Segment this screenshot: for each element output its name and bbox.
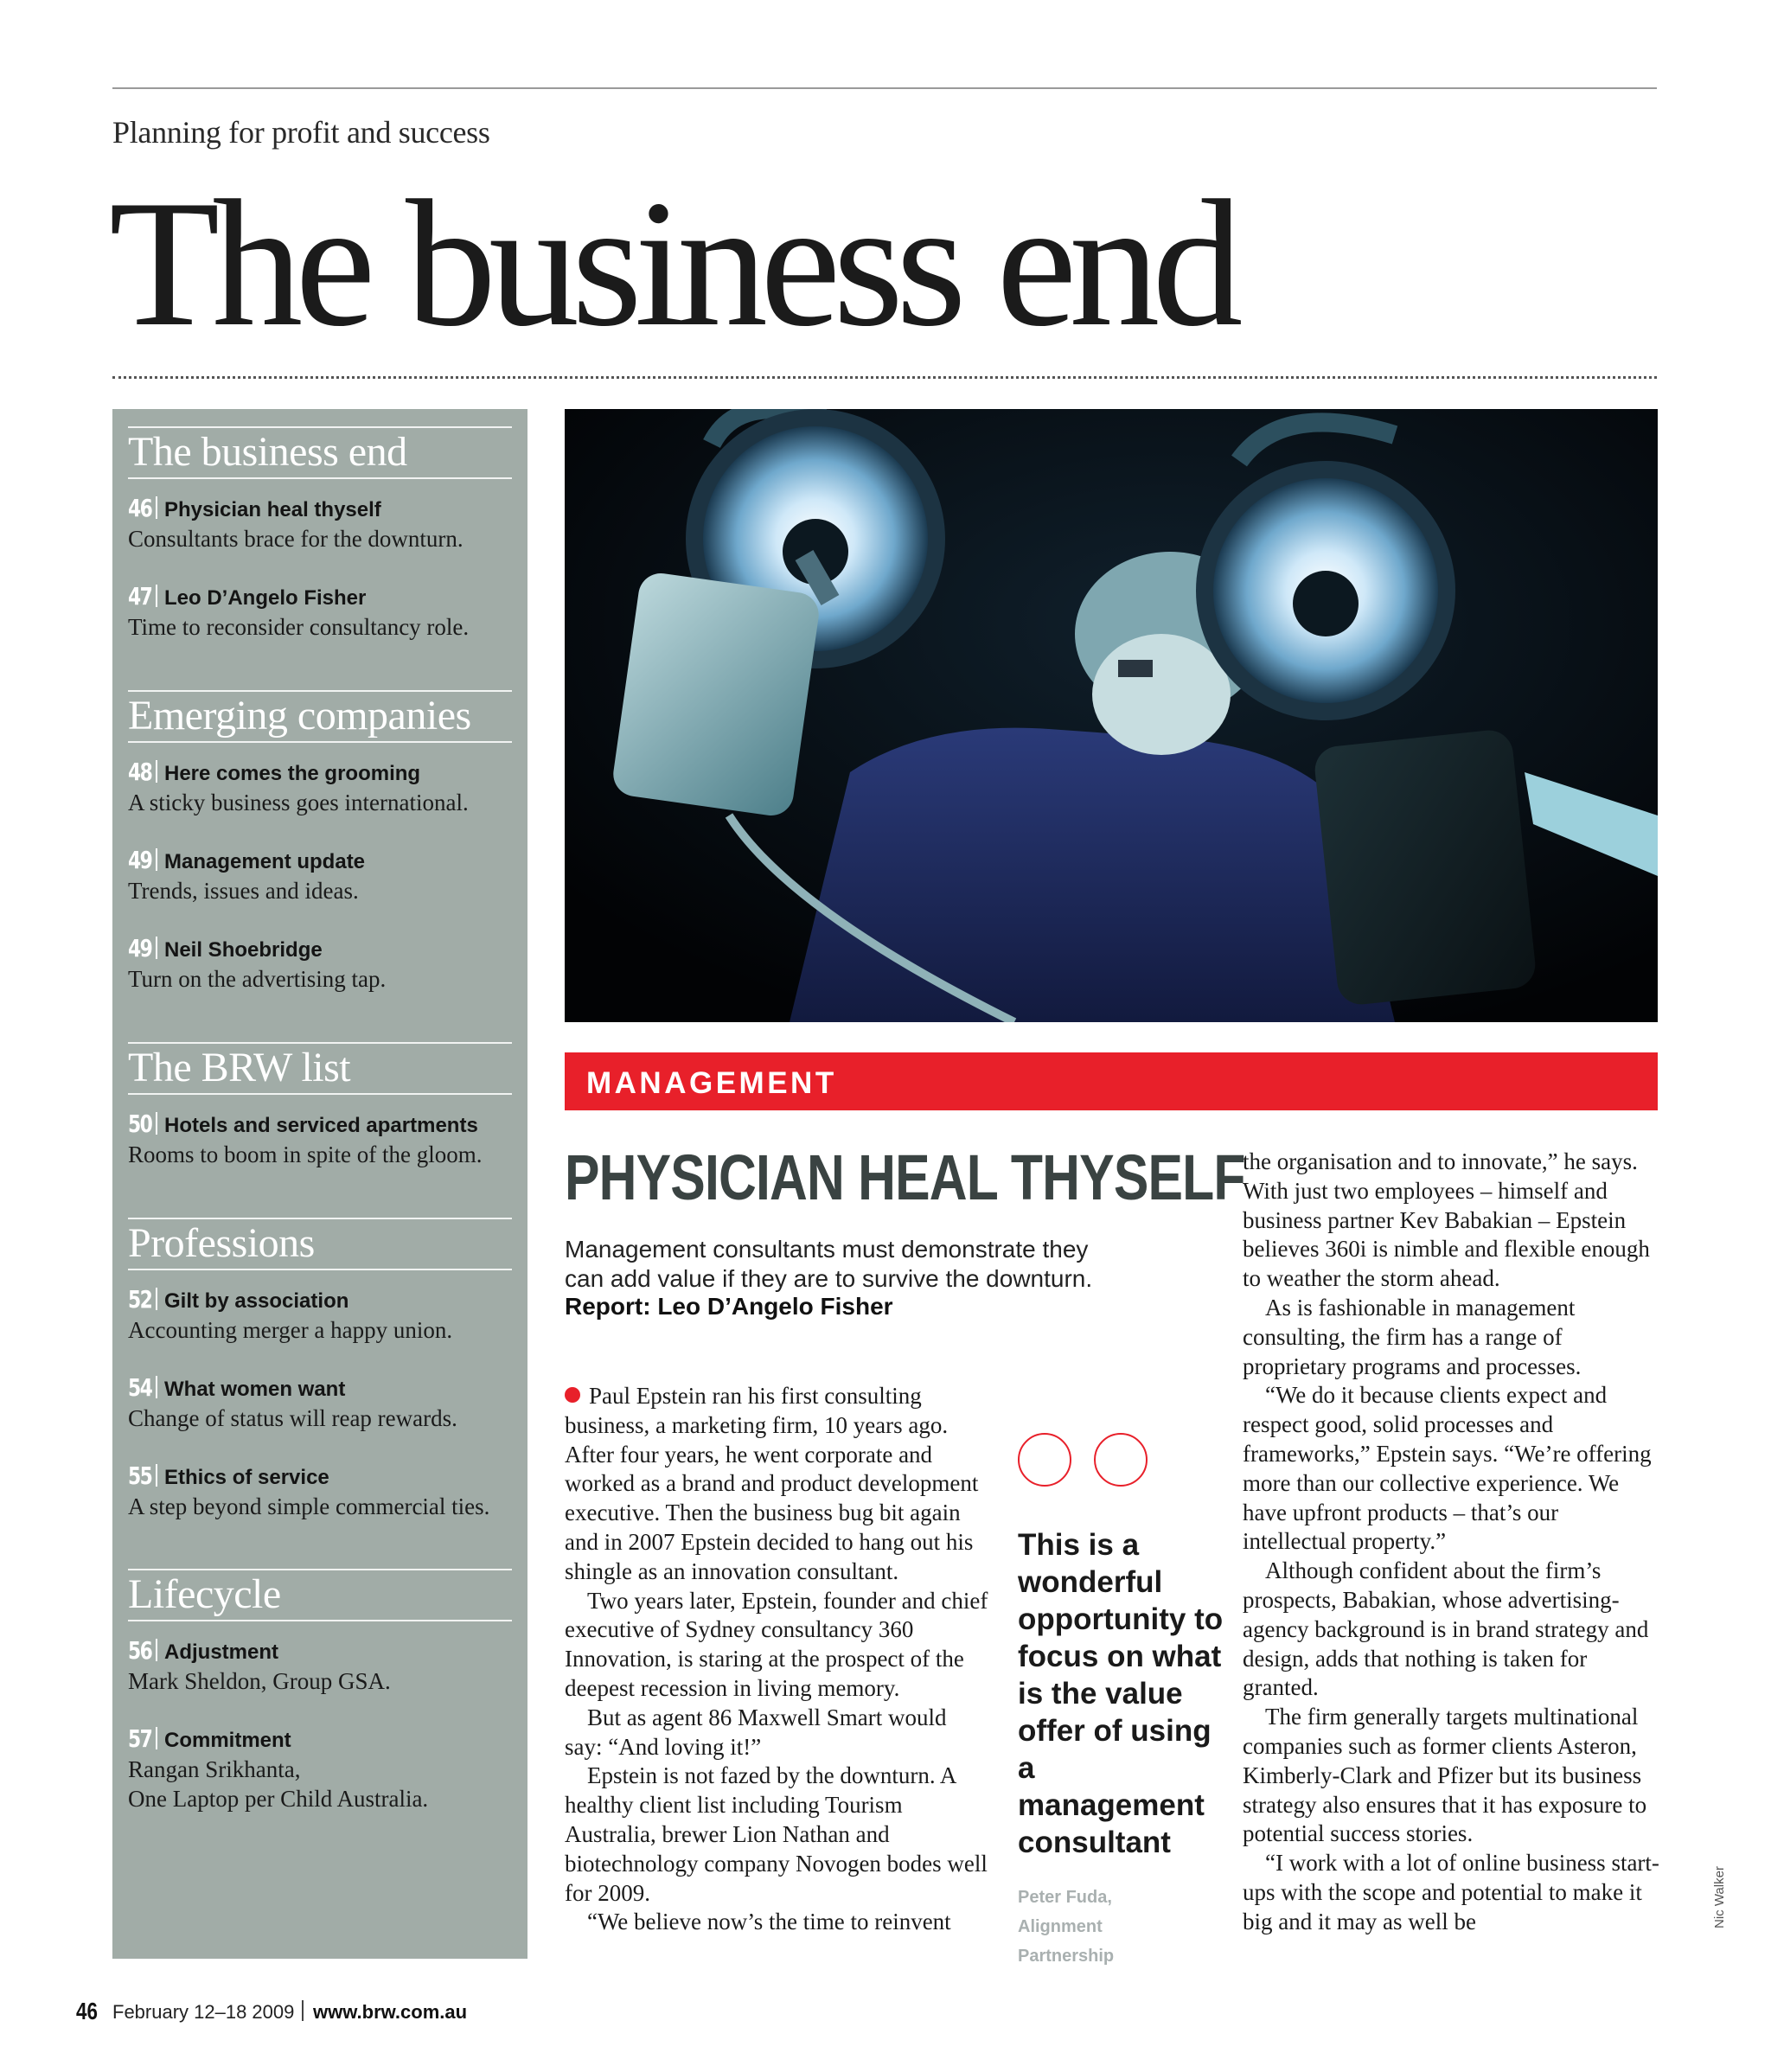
- sidebar-item-desc: Mark Sheldon, Group GSA.: [128, 1668, 391, 1694]
- sidebar-rule: [128, 1620, 512, 1621]
- article-column-1: [565, 1382, 988, 1937]
- sidebar-item-desc: Consultants brace for the downturn.: [128, 526, 464, 552]
- sidebar-item-divider: [156, 760, 157, 783]
- attribution-line: Peter Fuda,: [1018, 1888, 1112, 1907]
- article-paragraph: The firm generally targets multinational companies such as former clients Asteron, Kimberly-Clark and Pfizer but its business strategy also ensures that it has exposure to potential success stories.: [1243, 1704, 1647, 1847]
- sidebar-item-title: Ethics of service: [164, 1466, 329, 1489]
- sidebar-heading: Emerging companies: [128, 693, 471, 739]
- section-label: MANAGEMENT: [586, 1066, 837, 1100]
- sidebar-item-page: 56: [128, 1636, 152, 1665]
- sidebar-item-desc: Rangan Srikhanta,: [128, 1756, 301, 1782]
- sidebar-heading: Professions: [128, 1220, 315, 1266]
- sidebar-item[interactable]: [128, 1373, 526, 1433]
- sidebar-item-title: Leo D’Angelo Fisher: [164, 586, 367, 610]
- sidebar-item-divider: [156, 1288, 157, 1310]
- article-column-3: [1243, 1148, 1666, 1937]
- sidebar-item-page: 52: [128, 1285, 152, 1314]
- sidebar-item-title: Hotels and serviced apartments: [164, 1114, 478, 1137]
- article-paragraph: Although confident about the firm’s prospects, Babakian, whose advertising-agency background is in brand strategy and design, adds that nothing is taken for granted.: [1243, 1557, 1649, 1701]
- quote-mark-icon: [1094, 1433, 1148, 1487]
- page-number: 46: [76, 1998, 98, 2024]
- bullet-dot: [565, 1387, 580, 1403]
- sidebar-item[interactable]: [128, 1724, 526, 1813]
- article-headline: PHYSICIAN HEAL THYSELF: [565, 1142, 1245, 1213]
- sidebar-item-title: Physician heal thyself: [164, 498, 381, 521]
- surgeon-photo-illustration: [565, 409, 1658, 1022]
- sidebar-item-desc: One Laptop per Child Australia.: [128, 1786, 429, 1812]
- sidebar-item-divider: [156, 1376, 157, 1398]
- sidebar-item-divider: [156, 585, 157, 607]
- sidebar-item-title: Neil Shoebridge: [164, 938, 323, 962]
- sidebar-item-divider: [156, 848, 157, 871]
- sidebar-item[interactable]: [128, 1110, 526, 1169]
- sidebar-item[interactable]: [128, 758, 526, 817]
- article-byline: Report: Leo D’Angelo Fisher: [565, 1293, 893, 1320]
- sidebar-rule: [128, 1269, 512, 1270]
- sidebar-item[interactable]: [128, 934, 526, 994]
- sidebar-item-desc: Change of status will reap rewards.: [128, 1405, 457, 1431]
- sidebar-item-page: 54: [128, 1373, 152, 1402]
- sidebar-item-desc: Trends, issues and ideas.: [128, 878, 359, 904]
- website-link[interactable]: www.brw.com.au: [313, 2001, 468, 2023]
- article-paragraph: “We do it because clients expect and respect good, solid processes and frameworks,” Epstein says. “We’re offering more than our collective experience. We have upfront products – that’s our intellectual property.”: [1243, 1382, 1652, 1555]
- sidebar-item-page: 57: [128, 1724, 152, 1753]
- attribution-line: Alignment: [1018, 1917, 1103, 1936]
- sidebar-item-divider: [156, 1727, 157, 1749]
- sidebar-rule: [128, 1093, 512, 1095]
- sidebar-item-title: What women want: [164, 1378, 346, 1401]
- sidebar-item-page: 50: [128, 1110, 152, 1138]
- contents-sidebar: [112, 409, 527, 1959]
- article-paragraph: Epstein is not fazed by the downturn. A healthy client list including Tourism Australia, brewer Lion Nathan and biotechnology company Novogen bodes well for 2009.: [565, 1762, 988, 1906]
- article-paragraph: Two years later, Epstein, founder and chief executive of Sydney consultancy 360 Innovation, is staring at the prospect of the deepest recession in living memory.: [565, 1587, 988, 1701]
- sidebar-item-desc: A step beyond simple commercial ties.: [128, 1493, 490, 1519]
- footer-divider: [302, 2000, 304, 2021]
- top-rule: [112, 87, 1657, 89]
- sidebar-item-divider: [156, 937, 157, 959]
- sidebar-item-divider: [156, 1639, 157, 1661]
- sidebar-item-divider: [156, 1464, 157, 1487]
- sidebar-item[interactable]: [128, 1461, 526, 1521]
- sidebar-item-page: 49: [128, 846, 152, 874]
- photo-credit: Nic Walker: [1712, 1866, 1727, 1928]
- sidebar-item-desc: A sticky business goes international.: [128, 790, 469, 815]
- sidebar-item-page: 49: [128, 934, 152, 962]
- sidebar-item-page: 48: [128, 758, 152, 786]
- surgeon-photo: [565, 409, 1658, 1022]
- sidebar-item-title: Management update: [164, 850, 366, 873]
- article-paragraph: the organisation and to innovate,” he says. With just two employees – himself and business partner Kev Babakian – Epstein believes 360i is nimble and flexible enough to weather the storm ahead.: [1243, 1148, 1650, 1292]
- kicker: Planning for profit and success: [112, 115, 490, 150]
- sidebar-item[interactable]: [128, 1285, 526, 1345]
- article-paragraph: As is fashionable in management consulting, the firm has a range of proprietary programs and processes.: [1243, 1294, 1582, 1379]
- quote-mark-icon: [1018, 1433, 1071, 1487]
- sidebar-item-divider: [156, 1112, 157, 1135]
- sidebar-item-title: Here comes the grooming: [164, 762, 421, 785]
- sidebar-item-page: 47: [128, 582, 152, 611]
- sidebar-item-page: 46: [128, 494, 152, 522]
- sidebar-item[interactable]: [128, 582, 526, 642]
- pull-quote: This is a wonderful opportunity to focus on what is the value offer of using a management consultant: [1018, 1528, 1224, 1859]
- sidebar-item[interactable]: [128, 494, 526, 553]
- article-paragraph: “We believe now’s the time to reinvent: [587, 1909, 951, 1935]
- pull-quote-attribution: [1018, 1883, 1208, 1971]
- sidebar-heading: Lifecycle: [128, 1571, 281, 1617]
- sidebar-heading: The BRW list: [128, 1045, 351, 1090]
- article-paragraph: “I work with a lot of online business start-ups with the scope and potential to make it big and it may as well be: [1243, 1850, 1659, 1935]
- page-title: The business end: [109, 163, 1236, 364]
- article-paragraph: But as agent 86 Maxwell Smart would say: “And loving it!”: [565, 1704, 947, 1760]
- sidebar-item-title: Commitment: [164, 1729, 291, 1752]
- sidebar-item-title: Gilt by association: [164, 1289, 349, 1313]
- issue-date: February 12–18 2009: [112, 2001, 295, 2023]
- attribution-line: Partnership: [1018, 1947, 1115, 1966]
- sidebar-item-desc: Time to reconsider consultancy role.: [128, 614, 470, 640]
- sidebar-item-title: Adjustment: [164, 1640, 278, 1664]
- sidebar-item-page: 55: [128, 1461, 152, 1490]
- sidebar-item-desc: Rooms to boom in spite of the gloom.: [128, 1142, 483, 1167]
- sidebar-heading: The business end: [128, 429, 407, 475]
- sidebar-item-desc: Turn on the advertising tap.: [128, 966, 387, 992]
- sidebar-item[interactable]: [128, 846, 526, 905]
- sidebar-rule: [128, 741, 512, 743]
- sidebar-item-divider: [156, 496, 157, 519]
- article-standfirst: Management consultants must demonstrate they can add value if they are to survive the downturn.: [565, 1236, 1093, 1292]
- article-paragraph: Paul Epstein ran his first consulting business, a marketing firm, 10 years ago. After four years, he went corporate and worked as a brand and product development executive. Then the business bug bit again and in 2007 Epstein decided to hang out his shingle as an innovation consultant.: [565, 1383, 979, 1584]
- dotted-divider: [112, 376, 1657, 379]
- sidebar-item-desc: Accounting merger a happy union.: [128, 1317, 453, 1343]
- sidebar-item[interactable]: [128, 1636, 526, 1696]
- sidebar-rule: [128, 477, 512, 479]
